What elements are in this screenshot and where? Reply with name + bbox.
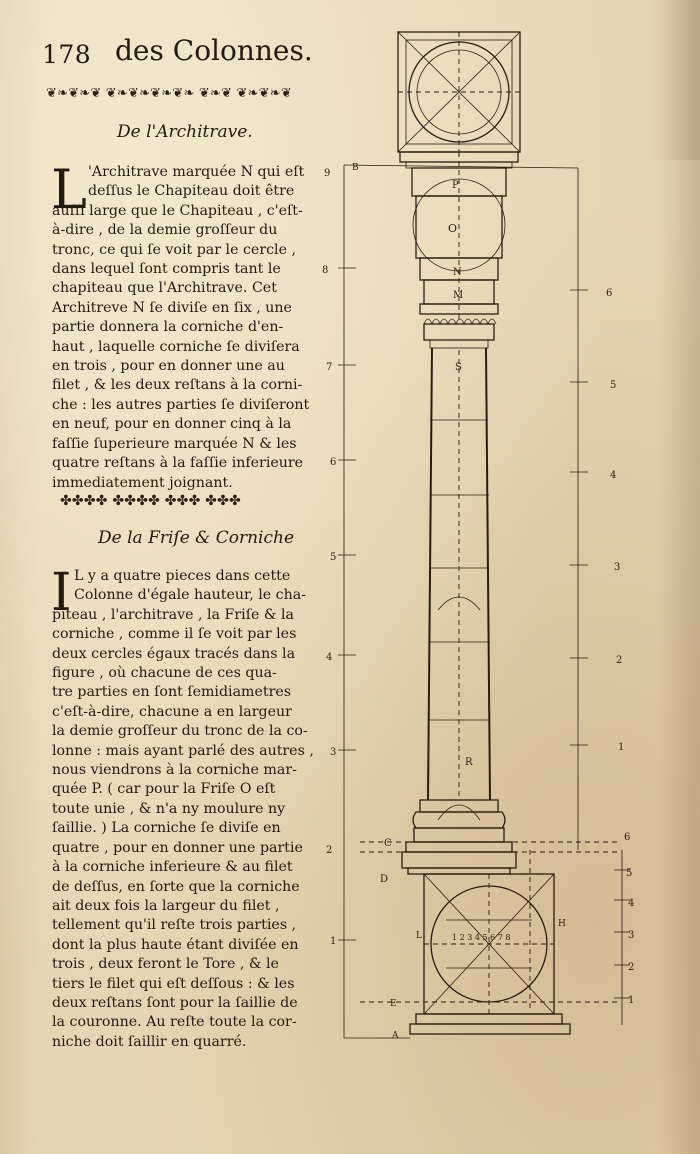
text-line: tre parties en ſont ſemidiametres bbox=[52, 684, 292, 701]
frise-paragraph bbox=[51, 563, 320, 1052]
text-line: chapiteau que l'Architrave. Cet bbox=[52, 280, 277, 297]
text-line: 'Architrave marquée N qui eſt bbox=[88, 164, 305, 180]
text-line: nous viendrons à la corniche mar- bbox=[52, 762, 297, 779]
architrave-paragraph bbox=[51, 158, 320, 493]
text-line: quatre , pour en donner une partie bbox=[52, 839, 303, 856]
text-line: deux cercles égaux tracés dans la bbox=[52, 645, 296, 662]
text-line: tiers le filet qui eſt deſſous : & les bbox=[52, 975, 295, 992]
capital-square-figure bbox=[398, 32, 520, 152]
column-capital bbox=[420, 304, 498, 348]
text-line: tronc, ce qui ſe voit par le cercle , bbox=[52, 241, 297, 258]
text-line: Colonne d'égale hauteur, le cha- bbox=[74, 587, 307, 604]
text-line: haut , laquelle corniche ſe diviſera bbox=[52, 338, 300, 355]
text-line: piteau , l'architrave , la Friſe & la bbox=[52, 606, 294, 623]
letter-l: L bbox=[416, 931, 422, 941]
text-line: dans lequel ſont compris tant le bbox=[52, 261, 281, 278]
column-shaft bbox=[428, 348, 490, 800]
left-scale-1: 1 bbox=[330, 936, 337, 947]
letter-b: B bbox=[352, 163, 359, 173]
left-scale-8: 8 bbox=[322, 265, 329, 276]
pedestal-scale-6: 6 bbox=[624, 832, 631, 843]
page-number: 178 bbox=[42, 40, 92, 69]
ornament-band-middle: ✤✤✤✤ ✤✤✤✤ ✤✤✤ ✤✤✤ bbox=[60, 493, 241, 509]
letter-n: N bbox=[453, 267, 462, 278]
text-line: niche doit ſaillir en quarré. bbox=[52, 1033, 247, 1050]
letter-o: O bbox=[448, 222, 458, 235]
text-line: quatre reſtans à la faſſie inferieure bbox=[52, 455, 304, 472]
right-scale-4: 4 bbox=[610, 470, 617, 481]
text-line: en neuf, pour en donner cinq à la bbox=[52, 416, 292, 433]
text-line: deux reſtans ſont pour la ſaillie de bbox=[52, 994, 298, 1011]
left-scale-7: 7 bbox=[326, 362, 333, 373]
running-title: des Colonnes. bbox=[115, 34, 313, 67]
letter-h: H bbox=[558, 919, 566, 929]
left-scale-3: 3 bbox=[330, 747, 337, 758]
text-line: ait deux fois la largeur du filet , bbox=[52, 897, 280, 914]
pedestal-scale-4: 4 bbox=[628, 898, 635, 909]
text-line: partie donnera la corniche d'en- bbox=[52, 319, 284, 336]
left-scale-9: 9 bbox=[324, 168, 331, 179]
bleed-through-margin bbox=[648, 0, 700, 160]
text-line: Architreve N ſe diviſe en ſix , une bbox=[52, 299, 292, 316]
right-scale-6: 6 bbox=[606, 288, 613, 299]
drop-cap-i: I bbox=[51, 563, 72, 623]
text-line: che : les autres parties ſe diviſeront bbox=[52, 396, 310, 413]
ornament-band-top: ❦❧❦❧❦ ❦❧❦❧❦❧❦❧ ❦❧❦ ❦❧❦❧❦ bbox=[46, 86, 292, 101]
right-scale-3: 3 bbox=[614, 562, 621, 573]
text-line: lonne : mais ayant parlé des autres , bbox=[52, 742, 314, 759]
pedestal bbox=[402, 852, 570, 1034]
text-line: figure , où chacune de ces qua- bbox=[52, 665, 277, 682]
right-scale-5: 5 bbox=[610, 380, 617, 391]
scale-lines bbox=[338, 165, 633, 1038]
column-base bbox=[406, 800, 512, 852]
text-line: quée P. ( car pour la Friſe O eſt bbox=[52, 781, 276, 798]
left-scale-4: 4 bbox=[326, 652, 333, 663]
letter-d: D bbox=[380, 874, 389, 885]
text-line: faſſie ſuperieure marquée N & les bbox=[52, 435, 297, 452]
section-title-architrave: De l'Architrave. bbox=[117, 122, 253, 142]
text-line: dont la plus haute étant diviſée en bbox=[52, 936, 299, 953]
pedestal-scale-3: 3 bbox=[628, 930, 635, 941]
pedestal-digits: 1 2 3 4 5 6 7 8 bbox=[452, 933, 511, 942]
text-line: toute unie , & n'a ny moulure ny bbox=[52, 800, 286, 817]
text-line: à la corniche inferieure & au filet bbox=[52, 859, 293, 876]
letter-m: M bbox=[453, 290, 464, 301]
text-line: corniche , comme il ſe voit par les bbox=[52, 626, 297, 643]
letter-r: R bbox=[465, 757, 473, 768]
text-line: la demie groſſeur du tronc de la co- bbox=[52, 723, 308, 740]
text-line: à-dire , de la demie groſſeur du bbox=[52, 222, 278, 239]
text-line: deſſus le Chapiteau doit être bbox=[88, 183, 295, 200]
letter-e: E bbox=[390, 999, 397, 1009]
pedestal-scale-2: 2 bbox=[628, 962, 635, 973]
text-line: de deſſus, en ſorte que la corniche bbox=[52, 878, 300, 895]
text-line: en trois , pour en donner une au bbox=[52, 358, 285, 375]
right-scale-2: 2 bbox=[616, 655, 623, 666]
right-scale-1: 1 bbox=[618, 742, 625, 753]
text-line: L y a quatre pieces dans cette bbox=[74, 568, 291, 584]
pedestal-scale-5: 5 bbox=[626, 868, 633, 879]
text-line: filet , & les deux reſtans à la corni- bbox=[52, 377, 303, 394]
letter-s: S bbox=[455, 362, 462, 373]
left-scale-5: 5 bbox=[330, 552, 337, 563]
text-line: trois , deux feront le Tore , & le bbox=[52, 956, 279, 973]
text-line: la couronne. Au reſte toute la cor- bbox=[52, 1014, 297, 1031]
letter-c: C bbox=[384, 838, 392, 849]
drop-cap-l: L bbox=[51, 158, 87, 221]
text-line: immediatement joignant. bbox=[52, 474, 233, 491]
left-scale-6: 6 bbox=[330, 457, 337, 468]
letter-p: P bbox=[452, 180, 459, 191]
text-line: auſſi large que le Chapiteau , c'eſt- bbox=[52, 202, 303, 219]
left-scale-2: 2 bbox=[326, 845, 333, 856]
pedestal-scale-1: 1 bbox=[628, 995, 635, 1006]
text-line: c'eſt-à-dire, chacune a en largeur bbox=[52, 703, 292, 720]
column-engraving bbox=[320, 20, 695, 1050]
text-line: ſaillie. ) La corniche ſe diviſe en bbox=[52, 820, 281, 837]
text-line: tellement qu'il reſte trois parties , bbox=[52, 917, 297, 934]
section-title-frise: De la Friſe & Corniche bbox=[98, 528, 295, 548]
letter-a: A bbox=[392, 1031, 399, 1041]
